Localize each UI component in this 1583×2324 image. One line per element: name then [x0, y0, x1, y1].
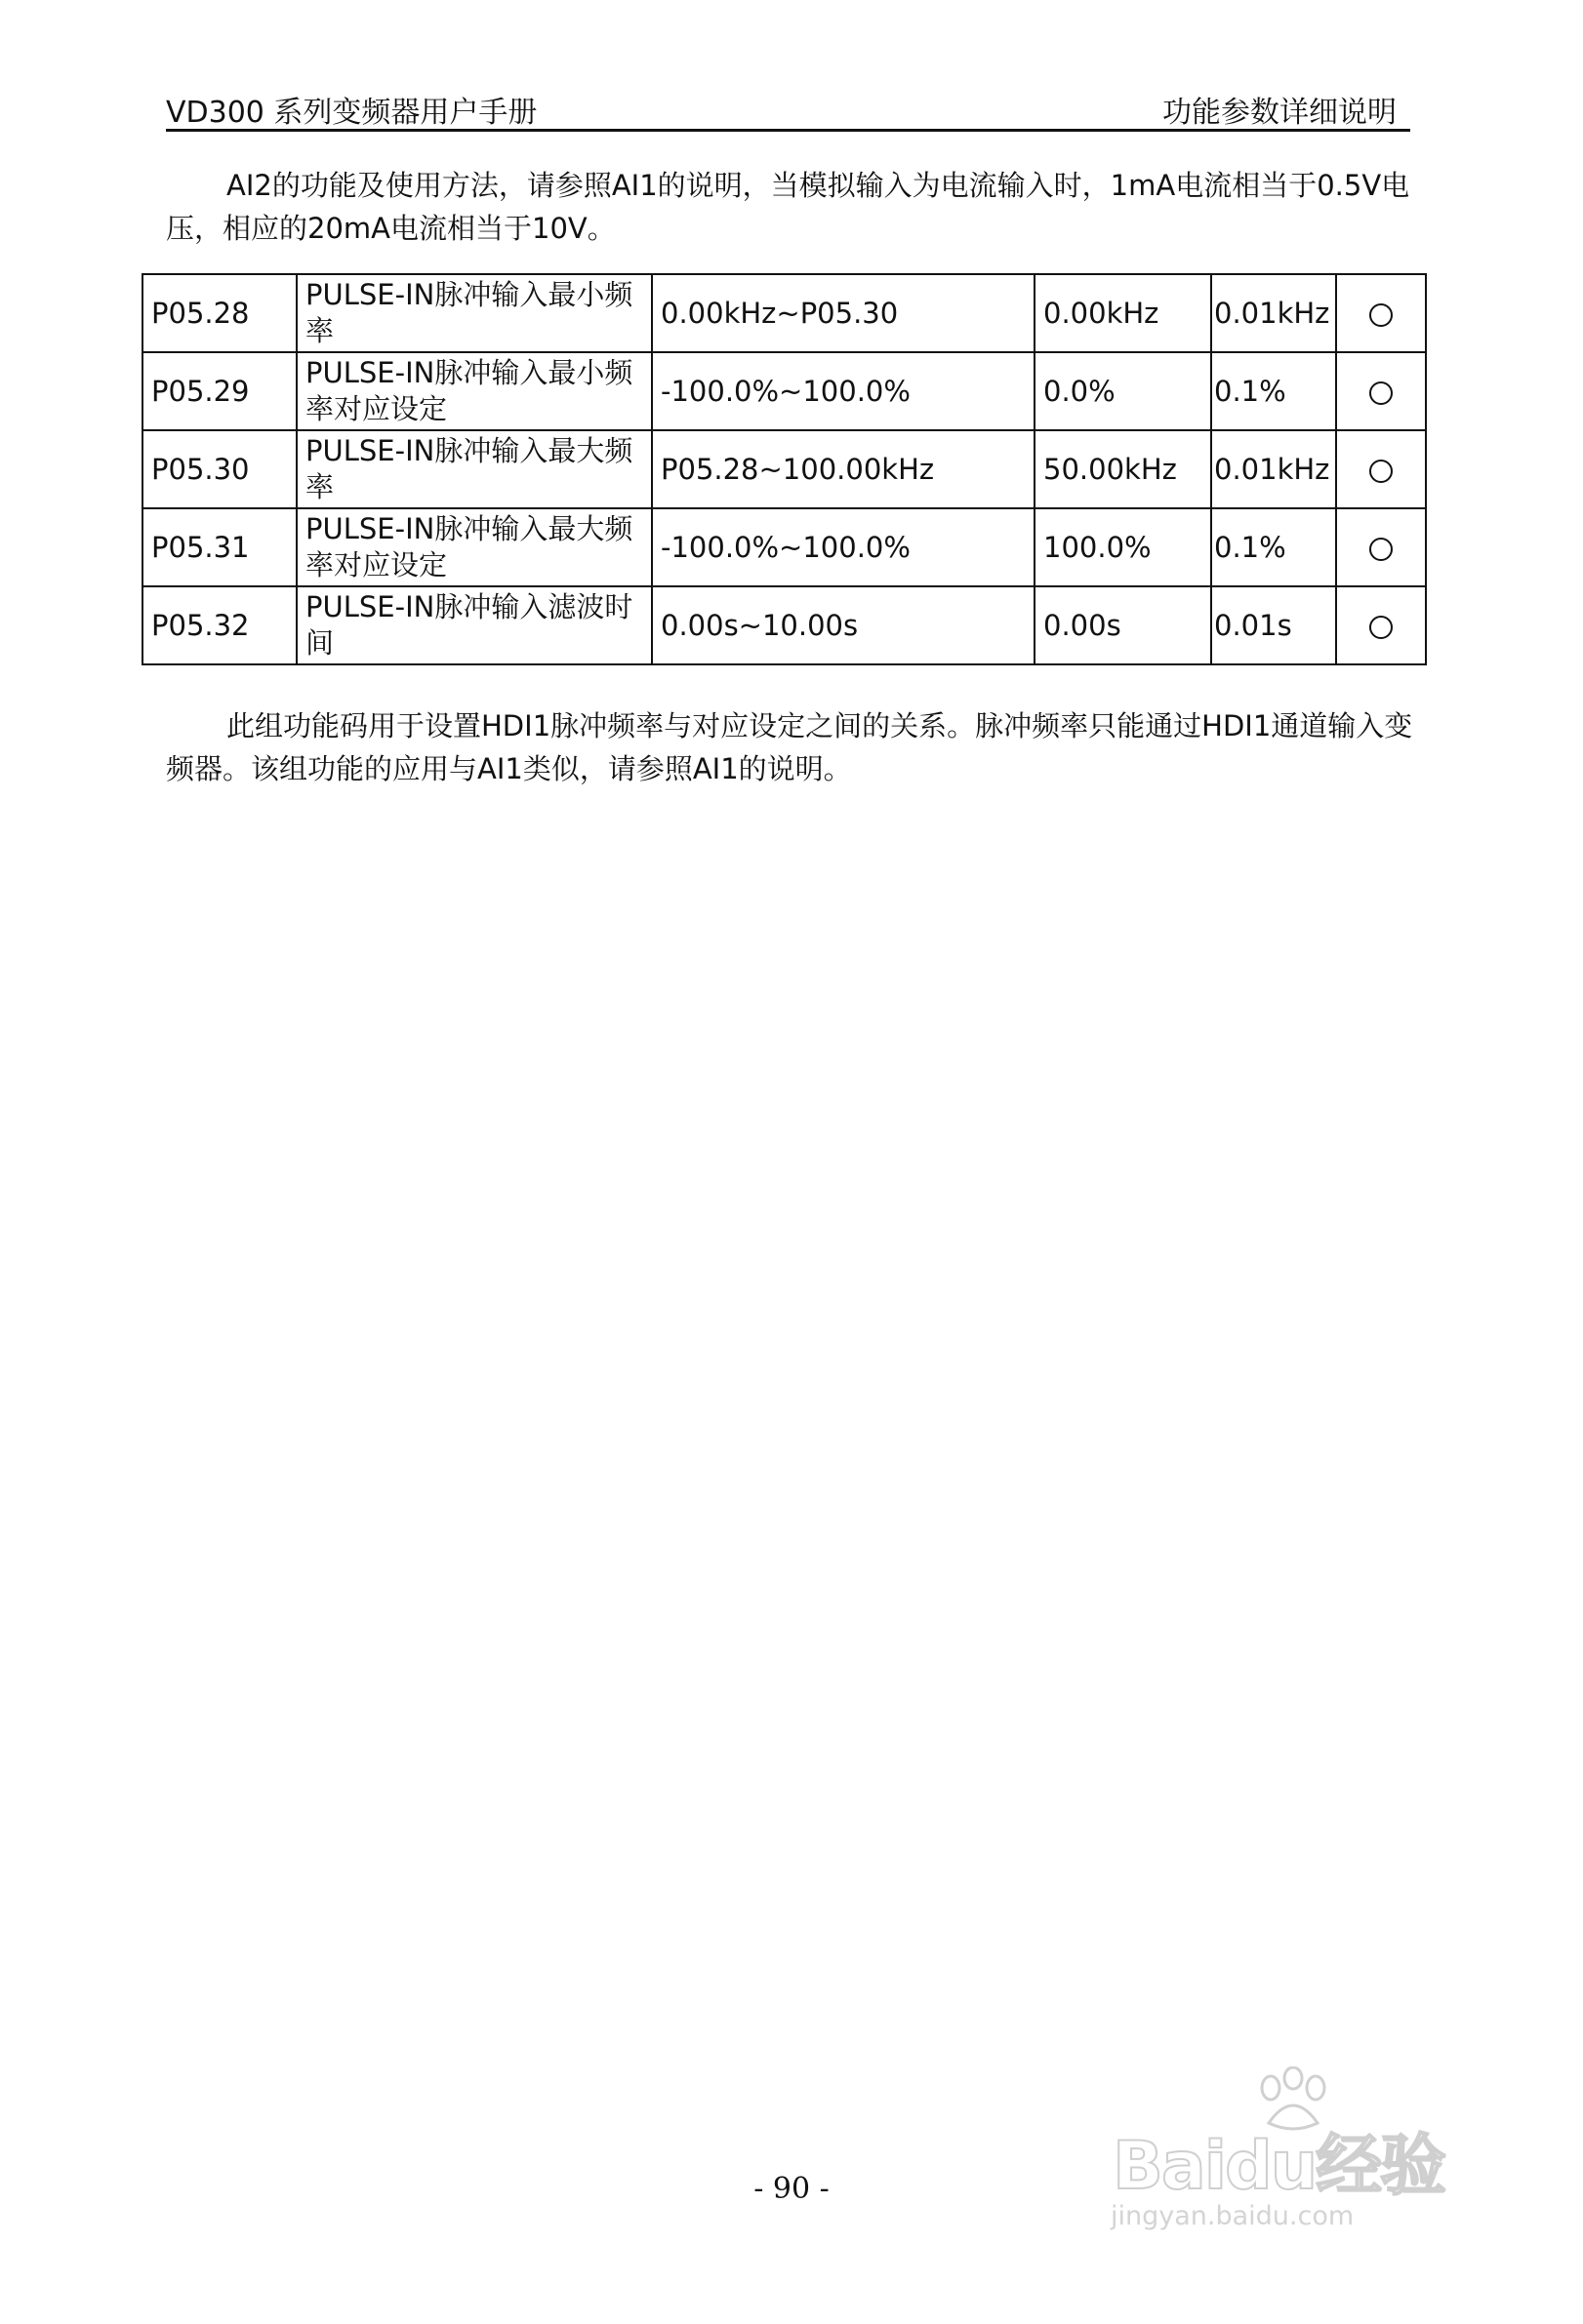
param-range-cell: 0.00kHz~P05.30: [652, 274, 1035, 352]
param-mark-cell: [1336, 430, 1426, 508]
param-step-cell: 0.01kHz: [1211, 274, 1336, 352]
param-default-cell: 100.0%: [1035, 508, 1211, 586]
page-header: [166, 86, 1410, 132]
baidu-jingyan-watermark: [1103, 2066, 1493, 2242]
table-row: [142, 352, 1426, 430]
table-row: [142, 586, 1426, 664]
param-default-cell: 0.00kHz: [1035, 274, 1211, 352]
ai2-description-paragraph: AI2的功能及使用方法，请参照AI1的说明，当模拟输入为电流输入时，1mA电流相当于0.5V电压，相应的20mA电流相当于10V。: [166, 169, 1410, 245]
change-anytime-circle-icon: [1369, 381, 1393, 405]
param-range-cell: P05.28~100.00kHz: [652, 430, 1035, 508]
param-name-cell: PULSE-IN脉冲输入最小频率: [297, 274, 652, 352]
param-default-cell: 0.0%: [1035, 352, 1211, 430]
param-name-cell: PULSE-IN脉冲输入最小频率对应设定: [297, 352, 652, 430]
section-title: 功能参数详细说明: [1162, 96, 1397, 130]
param-code-cell: P05.29: [142, 352, 297, 430]
param-step-cell: 0.01kHz: [1211, 430, 1336, 508]
param-default-cell: 50.00kHz: [1035, 430, 1211, 508]
table-row: [142, 274, 1426, 352]
param-step-cell: 0.1%: [1211, 352, 1336, 430]
param-range-cell: 0.00s~10.00s: [652, 586, 1035, 664]
hdi1-description-paragraph: 此组功能码用于设置HDI1脉冲频率与对应设定之间的关系。脉冲频率只能通过HDI1通道输入变频器。该组功能的应用与AI1类似，请参照AI1的说明。: [166, 709, 1413, 785]
param-name-cell: PULSE-IN脉冲输入最大频率: [297, 430, 652, 508]
param-name-cell: PULSE-IN脉冲输入最大频率对应设定: [297, 508, 652, 586]
param-step-cell: 0.1%: [1211, 508, 1336, 586]
param-mark-cell: [1336, 508, 1426, 586]
pulse-in-parameter-table: [142, 273, 1427, 665]
param-range-cell: -100.0%~100.0%: [652, 508, 1035, 586]
parameter-table-body: [142, 274, 1426, 664]
page-number: - 90 -: [753, 2172, 830, 2206]
change-anytime-circle-icon: [1369, 616, 1393, 639]
change-anytime-circle-icon: [1369, 538, 1393, 561]
param-default-cell: 0.00s: [1035, 586, 1211, 664]
watermark-url: jingyan.baidu.com: [1111, 2201, 1355, 2231]
manual-title: VD300 系列变频器用户手册: [166, 96, 538, 130]
param-code-cell: P05.30: [142, 430, 297, 508]
table-row: [142, 430, 1426, 508]
param-code-cell: P05.32: [142, 586, 297, 664]
param-range-cell: -100.0%~100.0%: [652, 352, 1035, 430]
param-mark-cell: [1336, 274, 1426, 352]
watermark-logo: Baidu经验: [1113, 2128, 1445, 2205]
param-mark-cell: [1336, 352, 1426, 430]
param-code-cell: P05.31: [142, 508, 297, 586]
change-anytime-circle-icon: [1369, 460, 1393, 483]
param-step-cell: 0.01s: [1211, 586, 1336, 664]
param-mark-cell: [1336, 586, 1426, 664]
change-anytime-circle-icon: [1369, 303, 1393, 327]
table-row: [142, 508, 1426, 586]
param-name-cell: PULSE-IN脉冲输入滤波时间: [297, 586, 652, 664]
param-code-cell: P05.28: [142, 274, 297, 352]
